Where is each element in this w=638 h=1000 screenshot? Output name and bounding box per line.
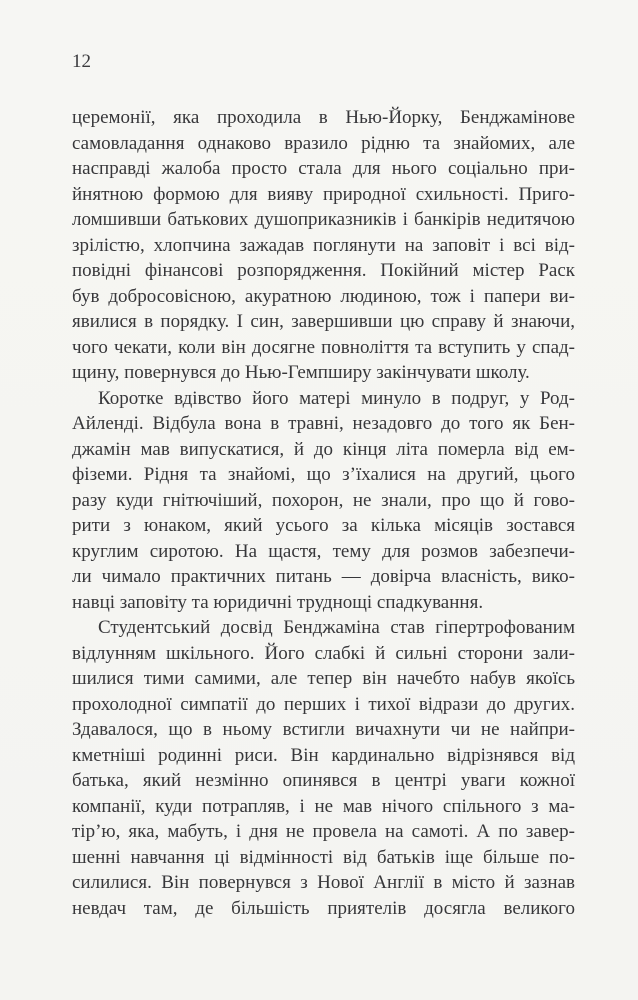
text-line: шилися тими самими, але тепер він начебто набув якоїсь bbox=[72, 668, 575, 689]
text-line: разу куди гнітючіший, похорон, не знали, про що й гово- bbox=[72, 489, 575, 511]
text-line: ли чимало практичних питань — довірча власність, вико- bbox=[72, 566, 575, 587]
text-line: відлунням шкільного. Його слабкі й сильні сторони зали- bbox=[72, 642, 575, 664]
text-line: Студентський досвід Бенджаміна став гіпертрофованим bbox=[98, 617, 575, 638]
text-line: насправді жалоба просто стала для нього соціально при- bbox=[72, 158, 575, 179]
text-line: чого чекати, коли він досягне повноліття та вступить у спад- bbox=[72, 336, 575, 358]
paragraph bbox=[72, 615, 575, 921]
text-line: невдач там, де більшість приятелів досягла великого bbox=[72, 897, 575, 919]
text-line: щину, повернувся до Нью-Гемпширу закінчувати школу. bbox=[72, 362, 530, 383]
text-line: круглим сиротою. На щастя, тему для розмов забезпечи- bbox=[72, 540, 575, 562]
text-line: фіземи. Рідня та знайомі, що з’їхалися на другий, цього bbox=[72, 464, 575, 485]
text-line: шенні навчання ці відмінності від батьків іще більше по- bbox=[72, 846, 575, 868]
text-line: компанії, куди потрапляв, і не мав нічого спільного з ма- bbox=[72, 795, 575, 817]
text-line: явилися в порядку. І син, завершивши цю справу й знаючи, bbox=[72, 311, 575, 332]
text-line: батька, який незмінно опинявся в центрі уваги кожної bbox=[72, 770, 575, 791]
text-line: Айленді. Відбула вона в травні, незадовго до того як Бен- bbox=[72, 413, 575, 434]
text-line: повідні фінансові розпорядження. Покійний містер Раск bbox=[72, 260, 575, 281]
text-line: джамін мав випускатися, й до кінця літа померла від ем- bbox=[72, 438, 575, 460]
text-line: зрілістю, хлопчина зажадав поглянути на заповіт і всі від- bbox=[72, 234, 575, 256]
text-line: прохолодної симпатії до перших і тихої відрази до других. bbox=[72, 693, 575, 715]
text-line: навці заповіту та юридичні труднощі спадкування. bbox=[72, 591, 484, 613]
text-line: тір’ю, яка, мабуть, і дня не провела на самоті. А по завер- bbox=[72, 821, 575, 842]
text-line: Здавалося, що в ньому встигли вичахнути чи не найпри- bbox=[72, 719, 575, 740]
text-line: ломшивши батькових душоприказників і банкірів недитячою bbox=[72, 209, 575, 230]
text-line: самовладання однаково вразило рідню та знайомих, але bbox=[72, 132, 575, 154]
page-number: 12 bbox=[72, 51, 91, 72]
paragraph bbox=[72, 105, 575, 386]
text-line: рити з юнаком, який усього за кілька місяців зостався bbox=[72, 515, 575, 536]
text-line: йнятною формою для вияву природної схильності. Приго- bbox=[72, 183, 575, 205]
paragraph bbox=[72, 386, 575, 616]
text-line: був добросовісною, акуратною людиною, тож і папери ви- bbox=[72, 285, 575, 307]
text-line: кметніші родинні риси. Він кардинально відрізнявся від bbox=[72, 744, 575, 766]
text-block bbox=[72, 105, 575, 921]
text-line: силилися. Він повернувся з Нової Англії в місто й зазнав bbox=[72, 872, 575, 893]
text-line: церемонії, яка проходила в Нью-Йорку, Бенджамінове bbox=[72, 107, 575, 128]
text-line: Коротке вдівство його матері минуло в подруг, у Род- bbox=[98, 387, 575, 409]
